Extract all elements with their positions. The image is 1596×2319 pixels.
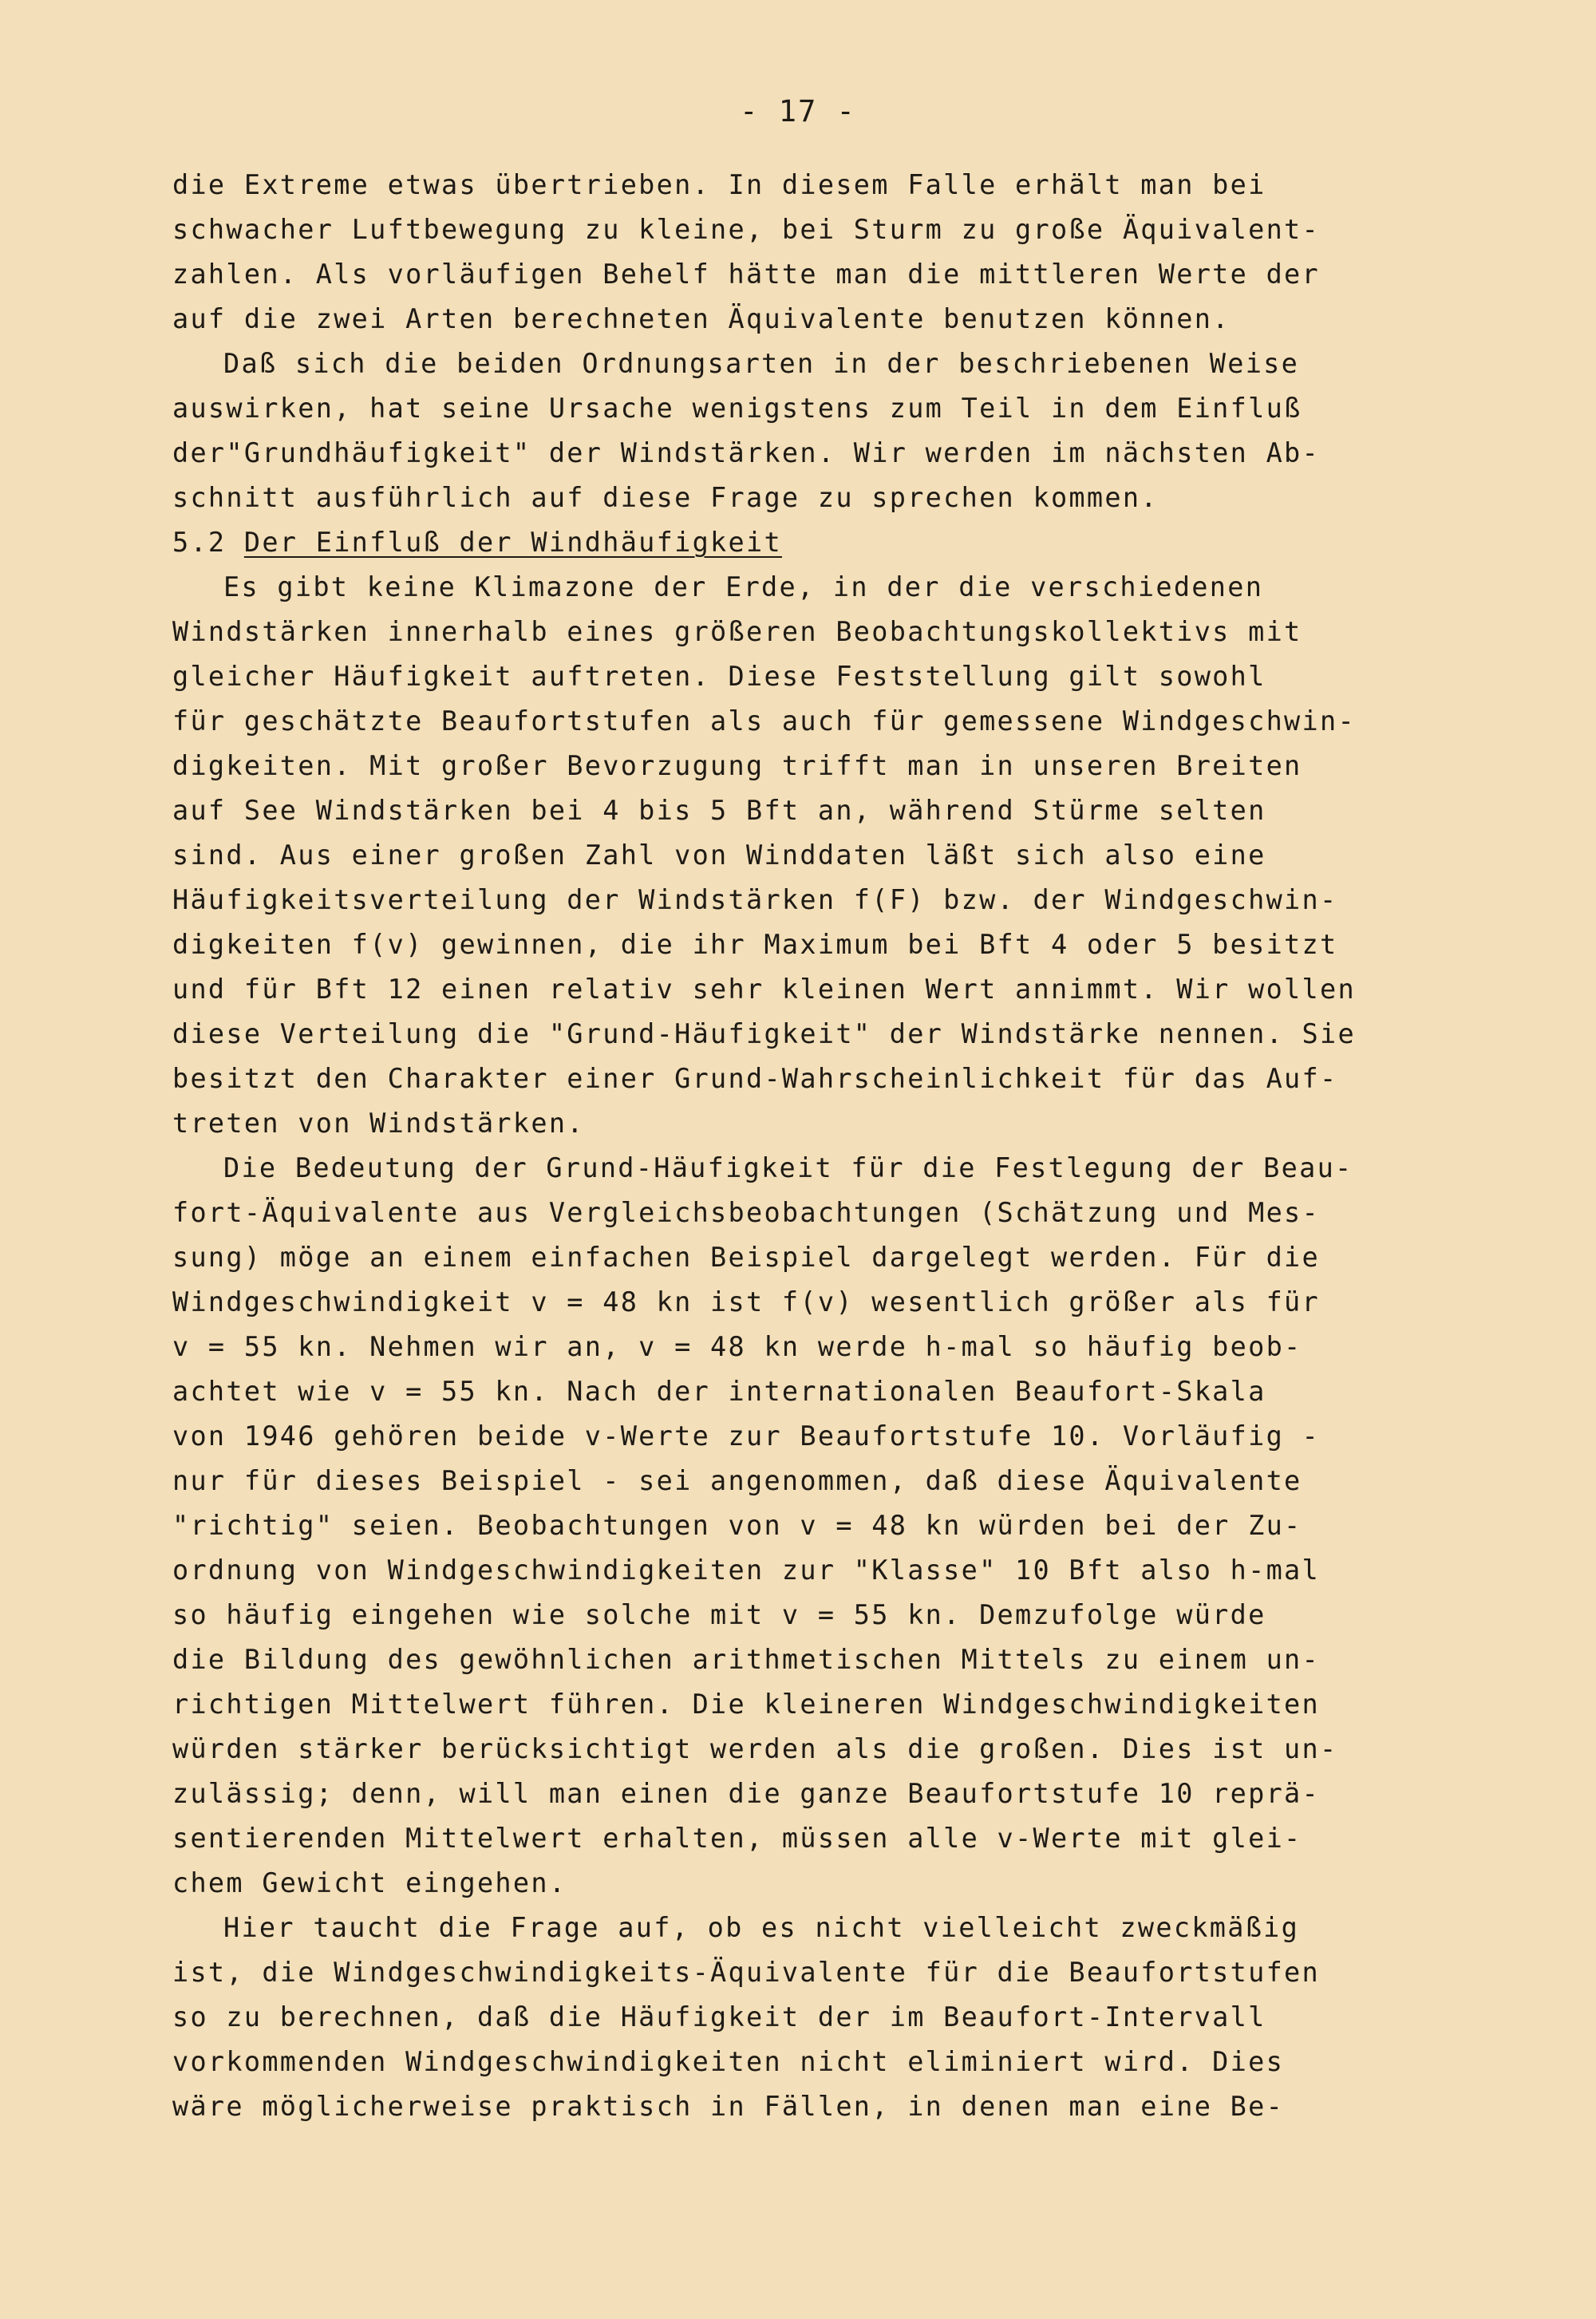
text-line: schnitt ausführlich auf diese Frage zu sprechen kommen. (172, 482, 1159, 513)
body-text (172, 163, 1417, 2129)
text-line: von 1946 gehören beide v-Werte zur Beaufortstufe 10. Vorläufig - (172, 1420, 1320, 1452)
text-line: für geschätzte Beaufortstufen als auch für gemessene Windgeschwin- (172, 705, 1356, 737)
text-line: die Extreme etwas übertrieben. In diesem Falle erhält man bei (172, 169, 1266, 200)
text-line: ordnung von Windgeschwindigkeiten zur "Klasse" 10 Bft also h-mal (172, 1555, 1320, 1586)
text-line: ist, die Windgeschwindigkeits-Äquivalente für die Beaufortstufen (172, 1957, 1320, 1988)
section-heading-title: Der Einfluß der Windhäufigkeit (243, 527, 782, 558)
text-line: schwacher Luftbewegung zu kleine, bei Sturm zu große Äquivalent- (172, 214, 1320, 245)
text-line: so häufig eingehen wie solche mit v = 55 kn. Demzufolge würde (172, 1599, 1266, 1630)
text-line: besitzt den Charakter einer Grund-Wahrscheinlichkeit für das Auf- (172, 1063, 1338, 1094)
text-line: wäre möglicherweise praktisch in Fällen, in denen man eine Be- (172, 2091, 1285, 2122)
page-number: - 17 - (740, 94, 856, 128)
text-line: diese Verteilung die "Grund-Häufigkeit" der Windstärke nennen. Sie (172, 1018, 1356, 1049)
text-line: zahlen. Als vorläufigen Behelf hätte man die mittleren Werte der (172, 259, 1320, 290)
text-line: fort-Äquivalente aus Vergleichsbeobachtungen (Schätzung und Mes- (172, 1197, 1320, 1228)
text-line: auf die zwei Arten berechneten Äquivalente benutzen können. (172, 303, 1231, 334)
text-line: "richtig" seien. Beobachtungen von v = 48 kn würden bei der Zu- (172, 1510, 1302, 1541)
text-line: chem Gewicht eingehen. (172, 1867, 567, 1898)
paragraph-5 (172, 1906, 1417, 2129)
section-heading (172, 520, 1417, 565)
text-line: auf See Windstärken bei 4 bis 5 Bft an, während Stürme selten (172, 795, 1266, 826)
section-heading-number: 5.2 (172, 527, 227, 558)
text-line: digkeiten. Mit großer Bevorzugung trifft man in unseren Breiten (172, 750, 1302, 781)
paragraph-2 (172, 342, 1417, 520)
text-line: Häufigkeitsverteilung der Windstärken f(F) bzw. der Windgeschwin- (172, 884, 1338, 915)
text-line: sung) möge an einem einfachen Beispiel dargelegt werden. Für die (172, 1242, 1320, 1273)
text-line: der"Grundhäufigkeit" der Windstärken. Wir werden im nächsten Ab- (172, 437, 1320, 468)
text-line: auswirken, hat seine Ursache wenigstens zum Teil in dem Einfluß (172, 393, 1302, 424)
text-line: Hier taucht die Frage auf, ob es nicht vielleicht zweckmäßig (223, 1912, 1300, 1943)
text-line: Die Bedeutung der Grund-Häufigkeit für die Festlegung der Beau- (223, 1152, 1353, 1183)
text-line: v = 55 kn. Nehmen wir an, v = 48 kn werde h-mal so häufig beob- (172, 1331, 1302, 1362)
text-line: sind. Aus einer großen Zahl von Winddaten läßt sich also eine (172, 840, 1266, 871)
text-line: treten von Windstärken. (172, 1108, 585, 1139)
text-line: vorkommenden Windgeschwindigkeiten nicht eliminiert wird. Dies (172, 2046, 1285, 2077)
paragraph-1 (172, 163, 1417, 342)
text-line: Daß sich die beiden Ordnungsarten in der beschriebenen Weise (223, 348, 1300, 379)
text-line: würden stärker berücksichtigt werden als die großen. Dies ist un- (172, 1733, 1338, 1764)
text-line: richtigen Mittelwert führen. Die kleineren Windgeschwindigkeiten (172, 1689, 1320, 1720)
text-line: sentierenden Mittelwert erhalten, müssen alle v-Werte mit glei- (172, 1823, 1302, 1854)
text-line: Windgeschwindigkeit v = 48 kn ist f(v) wesentlich größer als für (172, 1286, 1320, 1318)
text-line: digkeiten f(v) gewinnen, die ihr Maximum bei Bft 4 oder 5 besitzt (172, 929, 1338, 960)
text-line: Es gibt keine Klimazone der Erde, in der die verschiedenen (223, 571, 1264, 602)
text-line: so zu berechnen, daß die Häufigkeit der im Beaufort-Intervall (172, 2001, 1266, 2033)
text-line: zulässig; denn, will man einen die ganze Beaufortstufe 10 reprä- (172, 1778, 1320, 1809)
text-line: und für Bft 12 einen relativ sehr kleinen Wert annimmt. Wir wollen (172, 974, 1356, 1005)
text-line: nur für dieses Beispiel - sei angenommen, daß diese Äquivalente (172, 1465, 1302, 1496)
text-line: gleicher Häufigkeit auftreten. Diese Feststellung gilt sowohl (172, 661, 1266, 692)
paragraph-3 (172, 565, 1417, 1146)
text-line: Windstärken innerhalb eines größeren Beobachtungskollektivs mit (172, 616, 1302, 647)
paragraph-4 (172, 1146, 1417, 1906)
text-line: die Bildung des gewöhnlichen arithmetischen Mittels zu einem un- (172, 1644, 1320, 1675)
text-line: achtet wie v = 55 kn. Nach der internationalen Beaufort-Skala (172, 1376, 1266, 1407)
